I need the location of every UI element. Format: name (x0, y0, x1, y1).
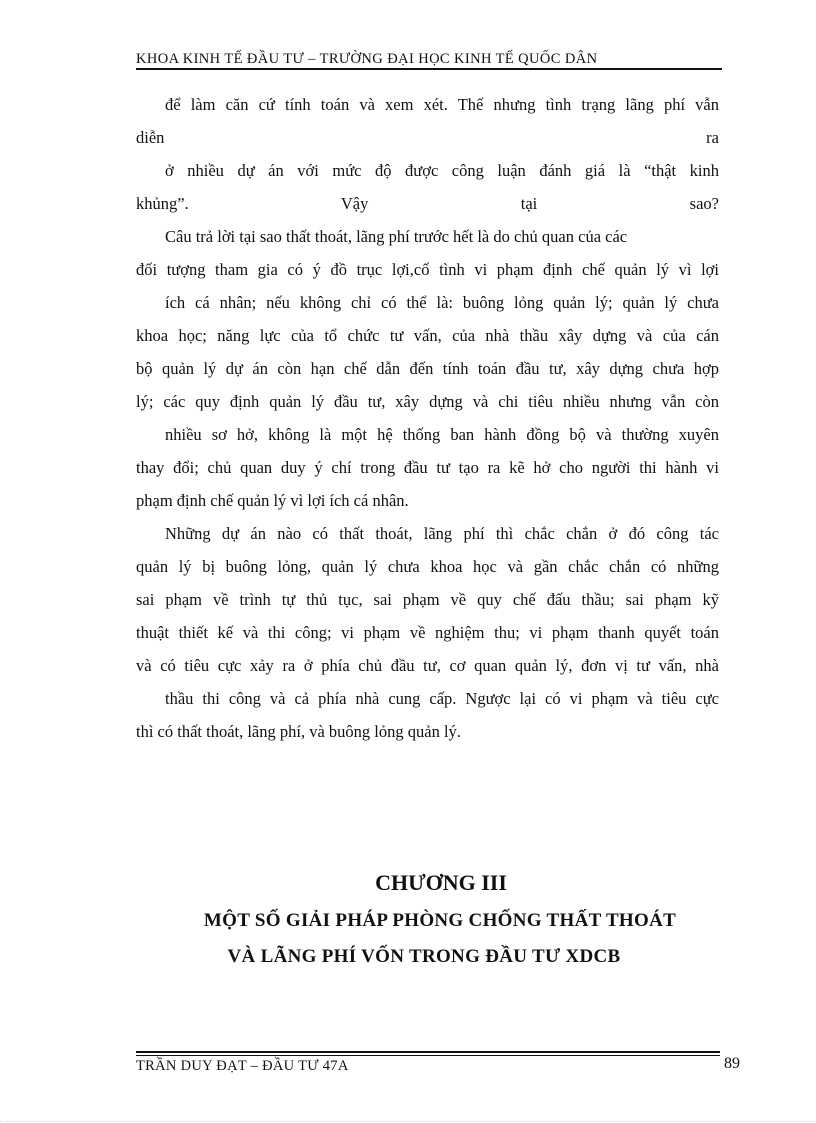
body-line-11: nhiều sơ hở, không là một hệ thống ban hành đồng bộ và thường xuyên (165, 425, 719, 444)
body-line-3: ở nhiều dự án với mức độ được công luận đánh giá là “thật kinh (165, 161, 719, 180)
page-bottom-border (0, 1121, 816, 1122)
body-line-15: quản lý bị buông lỏng, quản lý chưa khoa học và gần chắc chắn có những (136, 557, 719, 576)
footer-author: TRẦN DUY ĐẠT – ĐẦU TƯ 47A (136, 1058, 349, 1074)
body-line-14: Những dự án nào có thất thoát, lãng phí thì chắc chắn ở đó công tác (165, 524, 719, 543)
body-line-5: Câu trả lời tại sao thất thoát, lãng phí trước hết là do chủ quan của các (165, 227, 628, 246)
body-line-2: diễn ra (136, 128, 719, 147)
chapter-subtitle-line-1: MỘT SỐ GIẢI PHÁP PHÒNG CHỐNG THẤT THOÁT (203, 910, 677, 931)
body-line-1: để làm căn cứ tính toán và xem xét. Thế nhưng tình trạng lãng phí vẫn (165, 95, 719, 114)
body-line-19: thầu thi công và cả phía nhà cung cấp. Ngược lại có vi phạm và tiêu cực (165, 689, 719, 708)
body-line-7: ích cá nhân; nếu không chỉ có thể là: buông lỏng quản lý; quản lý chưa (165, 293, 719, 312)
body-line-12: thay đổi; chủ quan duy ý chí trong đầu tư tạo ra kẽ hở cho người thi hành vi (136, 458, 719, 477)
body-line-4: khủng”. Vậy tại sao? (136, 194, 719, 213)
body-line-6: đối tượng tham gia có ý đồ trục lợi,cố tình vi phạm định chế quản lý vì lợi (136, 260, 719, 279)
footer-rule-thick (136, 1051, 720, 1053)
body-line-13: phạm định chế quản lý vì lợi ích cá nhân. (136, 491, 409, 510)
body-line-8: khoa học; năng lực của tổ chức tư vấn, của nhà thầu xây dựng và của cán (136, 326, 719, 345)
page-header: KHOA KINH TẾ ĐẦU TƯ – TRƯỜNG ĐẠI HỌC KINH TẾ QUỐC DÂN (136, 51, 598, 67)
chapter-title: CHƯƠNG III (375, 870, 507, 895)
body-line-18: và có tiêu cực xảy ra ở phía chủ đầu tư, cơ quan quản lý, đơn vị tư vấn, nhà (136, 656, 719, 675)
body-line-16: sai phạm về trình tự thủ tục, sai phạm về quy chế đấu thầu; sai phạm kỹ (136, 590, 719, 609)
chapter-subtitle-line-2: VÀ LÃNG PHÍ VỐN TRONG ĐẦU TƯ XDCB (227, 946, 621, 967)
body-line-20: thì có thất thoát, lãng phí, và buông lỏng quản lý. (136, 722, 461, 741)
page-number: 89 (724, 1055, 740, 1072)
body-line-10: lý; các quy định quản lý đầu tư, xây dựng và chi tiêu nhiều nhưng vẫn còn (136, 392, 719, 411)
body-line-9: bộ quản lý dự án còn hạn chế dẫn đến tính toán đầu tư, xây dựng chưa hợp (136, 359, 719, 378)
header-rule (136, 68, 722, 70)
body-line-17: thuật thiết kế và thi công; vi phạm về nghiệm thu; vi phạm thanh quyết toán (136, 623, 719, 642)
